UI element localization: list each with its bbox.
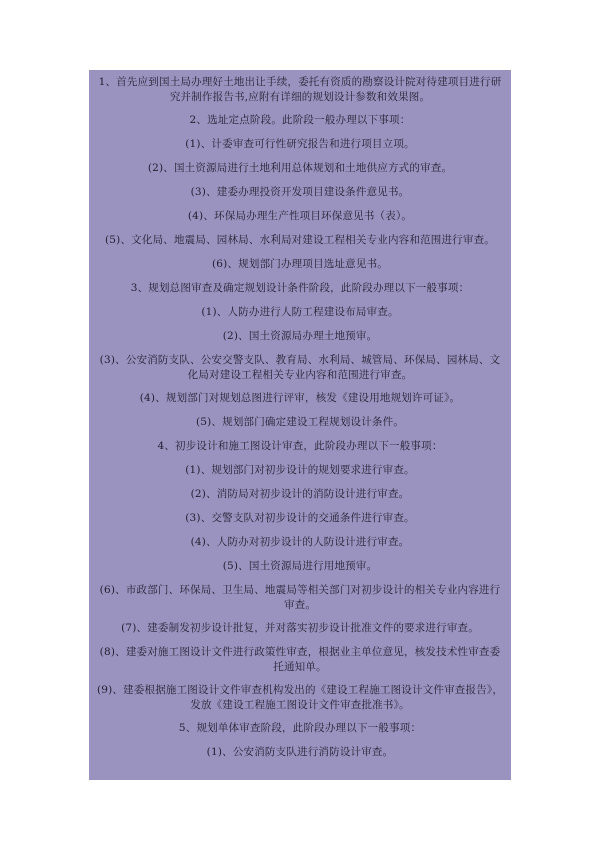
paragraph: (6)、市政部门、环保局、卫生局、地震局等相关部门对初步设计的相关专业内容进行审查。 xyxy=(99,584,501,611)
paragraph: (2)、国土资源局进行土地利用总体规划和土地供应方式的审查。 xyxy=(147,162,453,174)
paragraph: 5、规划单体审查阶段，此阶段办理以下一般事项： xyxy=(178,722,422,734)
paragraph: (1)、公安消防支队进行消防设计审查。 xyxy=(206,746,394,758)
paragraph: (7)、建委制发初步设计批复，并对落实初步设计批准文件的要求进行审查。 xyxy=(121,622,479,634)
paragraph: (2)、国土资源局办理土地预审。 xyxy=(222,330,378,342)
paragraph: 3、规划总图审查及确定规划设计条件阶段，此阶段办理以下一般事项： xyxy=(130,282,470,294)
paragraph: (8)、建委对施工图设计文件进行政策性审查，根据业主单位意见，核发技术性审查委托通知单。 xyxy=(99,646,501,673)
paragraph: (5)、国土资源局进行用地预审。 xyxy=(222,560,378,572)
paragraph: 2、选址定点阶段。此阶段一般办理以下事项： xyxy=(189,114,411,126)
paragraph: (4)、规划部门对规划总图进行评审，核发《建设用地规划许可证》。 xyxy=(139,392,461,404)
paragraph: (5)、文化局、地震局、园林局、水利局对建设工程相关专业内容和范围进行审查。 xyxy=(105,234,495,246)
paragraph: (5)、规划部门确定建设工程规划设计条件。 xyxy=(195,416,405,428)
paragraph: (3)、交警支队对初步设计的交通条件进行审查。 xyxy=(185,512,415,524)
paragraph: (1)、计委审查可行性研究报告和进行项目立项。 xyxy=(185,138,415,150)
paragraph: (3)、建委办理投资开发项目建设条件意见书。 xyxy=(190,186,410,198)
paragraph: (1)、规划部门对初步设计的规划要求进行审查。 xyxy=(185,464,415,476)
document-panel xyxy=(89,70,511,780)
paragraph: (2)、消防局对初步设计的消防设计进行审查。 xyxy=(190,488,410,500)
paragraph: (6)、规划部门办理项目选址意见书。 xyxy=(212,258,388,270)
paragraph: (4)、人防办对初步设计的人防设计进行审查。 xyxy=(190,536,410,548)
paragraph: (3)、公安消防支队、公安交警支队、教育局、水利局、城管局、环保局、园林局、文化局对建设工程相关专业内容和范围进行审查。 xyxy=(99,354,501,381)
paragraph: 4、初步设计和施工图设计审查，此阶段办理以下一般事项： xyxy=(157,440,443,452)
paragraph: (9)、建委根据施工图设计文件审查机构发出的《建设工程施工图设计文件审查报告》，发放《建设工程施工图设计文件审查批准书》。 xyxy=(96,684,504,711)
paragraph: (4)、环保局办理生产性项目环保意见书（表）。 xyxy=(187,210,413,222)
paragraph: 1、首先应到国土局办理好土地出让手续，委托有资质的勘察设计院对待建项目进行研究并制作报告书,应附有详细的规划设计参数和效果图。 xyxy=(98,76,502,103)
paragraph: (1)、人防办进行人防工程建设布局审查。 xyxy=(201,306,399,318)
